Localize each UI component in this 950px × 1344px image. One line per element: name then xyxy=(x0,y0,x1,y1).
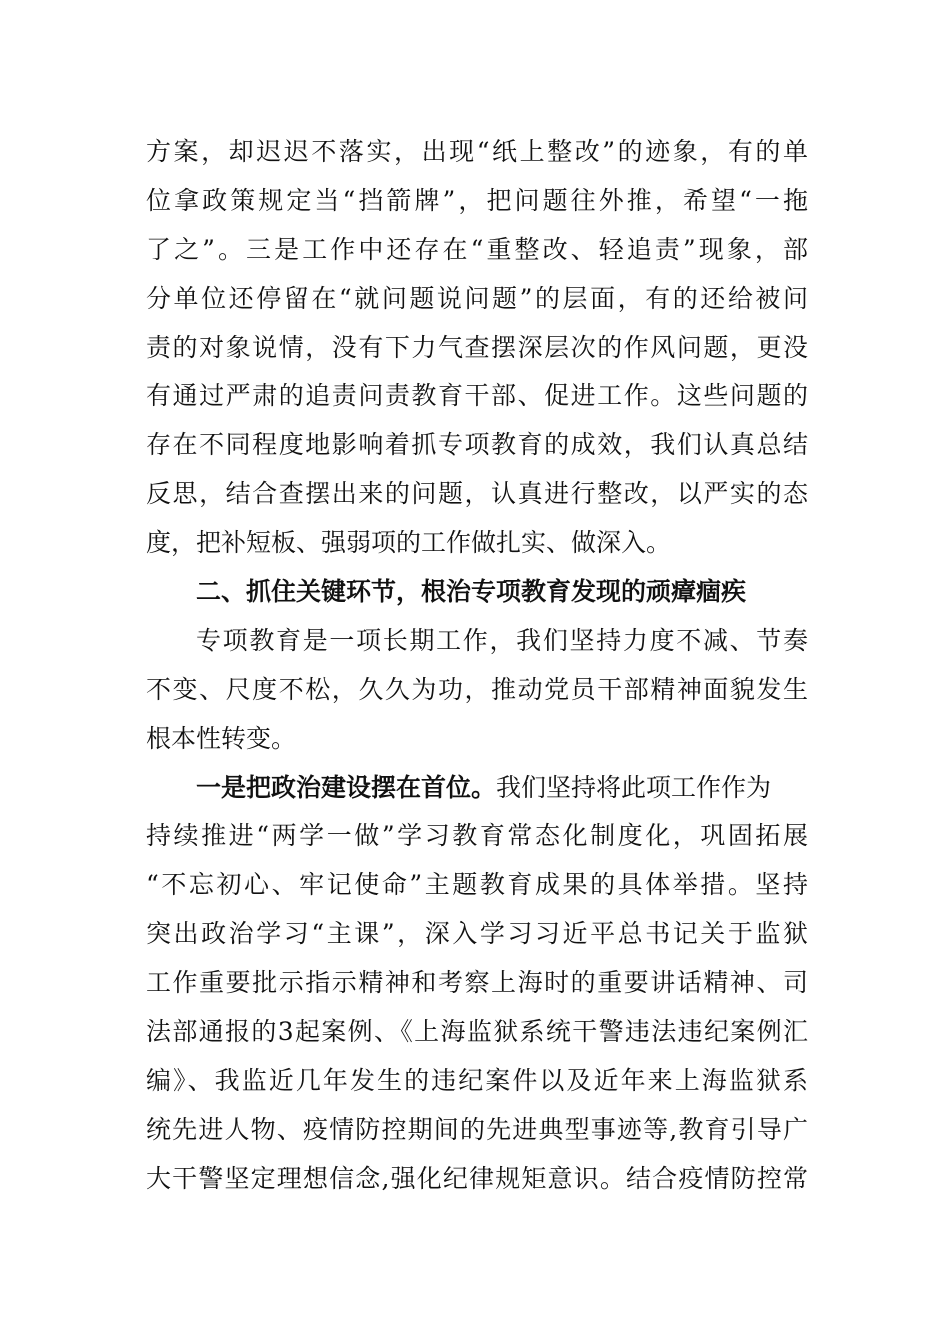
paragraph-line: 持续推进“两学一做”学习教育常态化制度化，巩固拓展 xyxy=(146,821,808,851)
paragraph-line: 责的对象说情，没有下力气查摆深层次的作风问题，更没 xyxy=(146,332,808,362)
paragraph-line: 了之”。三是工作中还存在“重整改、轻追责”现象，部 xyxy=(146,234,808,264)
paragraph-line: 度，把补短板、强弱项的工作做扎实、做深入。 xyxy=(146,528,672,558)
paragraph-line: 专项教育是一项长期工作，我们坚持力度不减、节奏 xyxy=(196,625,808,655)
section-heading: 二、抓住关键环节，根治专项教育发现的顽瘴痼疾 xyxy=(196,577,747,607)
subheading-lead: 一是把政治建设摆在首位。 xyxy=(196,772,497,802)
paragraph-line: 方案，却迟迟不落实，出现“纸上整改”的迹象，有的单 xyxy=(146,137,808,166)
paragraph-line: 编》、我监近几年发生的违纪案件以及近年来上海监狱系 xyxy=(146,1065,808,1095)
paragraph-line: 突出政治学习“主课”，深入学习习近平总书记关于监狱 xyxy=(146,919,808,949)
paragraph-line: 存在不同程度地影响着抓专项教育的成效，我们认真总结 xyxy=(146,430,808,460)
paragraph-line: 法部通报的3起案例、《上海监狱系统干警违法违纪案例汇 xyxy=(146,1017,808,1047)
paragraph-line: 不变、尺度不松，久久为功，推动党员干部精神面貌发生 xyxy=(146,674,808,704)
paragraph-line: 反思，结合查摆出来的问题，认真进行整改，以严实的态 xyxy=(146,479,808,509)
paragraph-line: 分单位还停留在“就问题说问题”的层面，有的还给被问 xyxy=(146,283,808,313)
paragraph-line: 工作重要批示指示精神和考察上海时的重要讲话精神、司 xyxy=(146,968,808,998)
paragraph-line: 大干警坚定理想信念,强化纪律规矩意识。结合疫情防控常 xyxy=(146,1163,808,1193)
paragraph-line: 有通过严肃的追责问责教育干部、促进工作。这些问题的 xyxy=(146,381,808,411)
document-body xyxy=(146,128,808,1204)
paragraph-line: “不忘初心、牢记使命”主题教育成果的具体举措。坚持 xyxy=(146,870,808,900)
paragraph-line: 统先进人物、疫情防控期间的先进典型事迹等,教育引导广 xyxy=(146,1114,808,1144)
paragraph-line xyxy=(146,764,808,813)
paragraph-line: 位拿政策规定当“挡箭牌”，把问题往外推，希望“一拖 xyxy=(146,185,808,215)
paragraph-line: 根本性转变。 xyxy=(146,723,297,753)
paragraph-text: 我们坚持将此项工作作为 xyxy=(496,772,772,802)
